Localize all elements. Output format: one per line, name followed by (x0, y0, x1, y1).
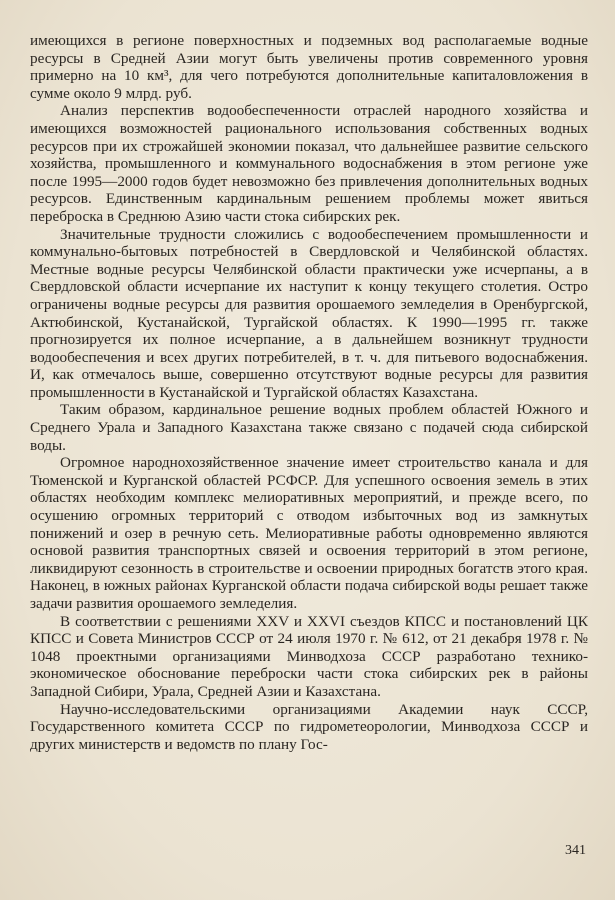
paragraph-party-decisions: В соответствии с решениями XXV и XXVI съездов КПСС и постановлений ЦК КПСС и Совета Министров СССР от 24 июля 1970 г. № 612, от 21 декабря 1978 г. № 1048 проектными организациями Минводхоза СССР разработано технико-экономическое обоснование переброски части стока сибирских рек в районы Западной Сибири, Урала, Средней Азии и Казахстана. (30, 612, 588, 700)
paragraph-research: Научно-исследовательскими организациями Академии наук СССР, Государственного комитета СССР по гидрометеорологии, Минводхоза СССР и других министерств и ведомств по плану Гос- (30, 700, 588, 753)
paragraph-conclusion: Таким образом, кардинальное решение водных проблем областей Южного и Среднего Урала и Западного Казахстана также связано с подачей сюда сибирской воды. (30, 401, 588, 454)
paragraph-continued: имеющихся в регионе поверхностных и подземных вод располагаемые водные ресурсы в Средней Азии могут быть увеличены против современного уровня примерно на 10 км³, для чего потребуются дополнительные капиталовложения в сумме около 9 млрд. руб. (30, 32, 588, 102)
page-number: 341 (565, 843, 586, 858)
paragraph-canal-importance: Огромное народнохозяйственное значение имеет строительство канала и для Тюменской и Курганской областей РСФСР. Для успешного освоения земель в этих областях необходим комплекс мелиоративных мероприятий, и прежде всего, по осушению огромных территорий с отводом избыточных вод из замкнутых понижений и озер в речную сеть. Мелиоративные работы одновременно являются основой развития транспортных связей и освоения территорий в этом регионе, ликвидируют сезонность в строительстве и освоении природных богатств этого края. Наконец, в южных районах Курганской области подача сибирской воды решает также задачи развития орошаемого земледелия. (30, 454, 588, 612)
body-text (30, 32, 588, 753)
paragraph-water-analysis: Анализ перспектив водообеспеченности отраслей народного хозяйства и имеющихся возможностей рационального использования собственных водных ресурсов при их строжайшей экономии показал, что дальнейшее развитие сельского хозяйства, промышленного и коммунального водоснабжения в этом регионе уже после 1995—2000 годов будет невозможно без привлечения дополнительных водных ресурсов. Единственным кардинальным решением проблемы может явиться переброска в Среднюю Азию части стока сибирских рек. (30, 102, 588, 225)
paragraph-ural-difficulties: Значительные трудности сложились с водообеспечением промышленности и коммунально-бытовых потребностей в Свердловской и Челябинской областях. Местные водные ресурсы Челябинской области практически уже исчерпаны, а в Свердловской области исчерпание их наступит к концу текущего столетия. Остро ограничены водные ресурсы для развития орошаемого земледелия в Оренбургской, Актюбинской, Кустанайской, Тургайской областях. К 1990—1995 гг. также прогнозируется их полное исчерпание, а в дальнейшем возникнут трудности водообеспечения и всех других потребителей, в т. ч. для питьевого водоснабжения. И, как отмечалось выше, совершенно отсутствуют водные ресурсы для развития промышленности в Кустанайской и Тургайской областях Казахстана. (30, 225, 588, 401)
